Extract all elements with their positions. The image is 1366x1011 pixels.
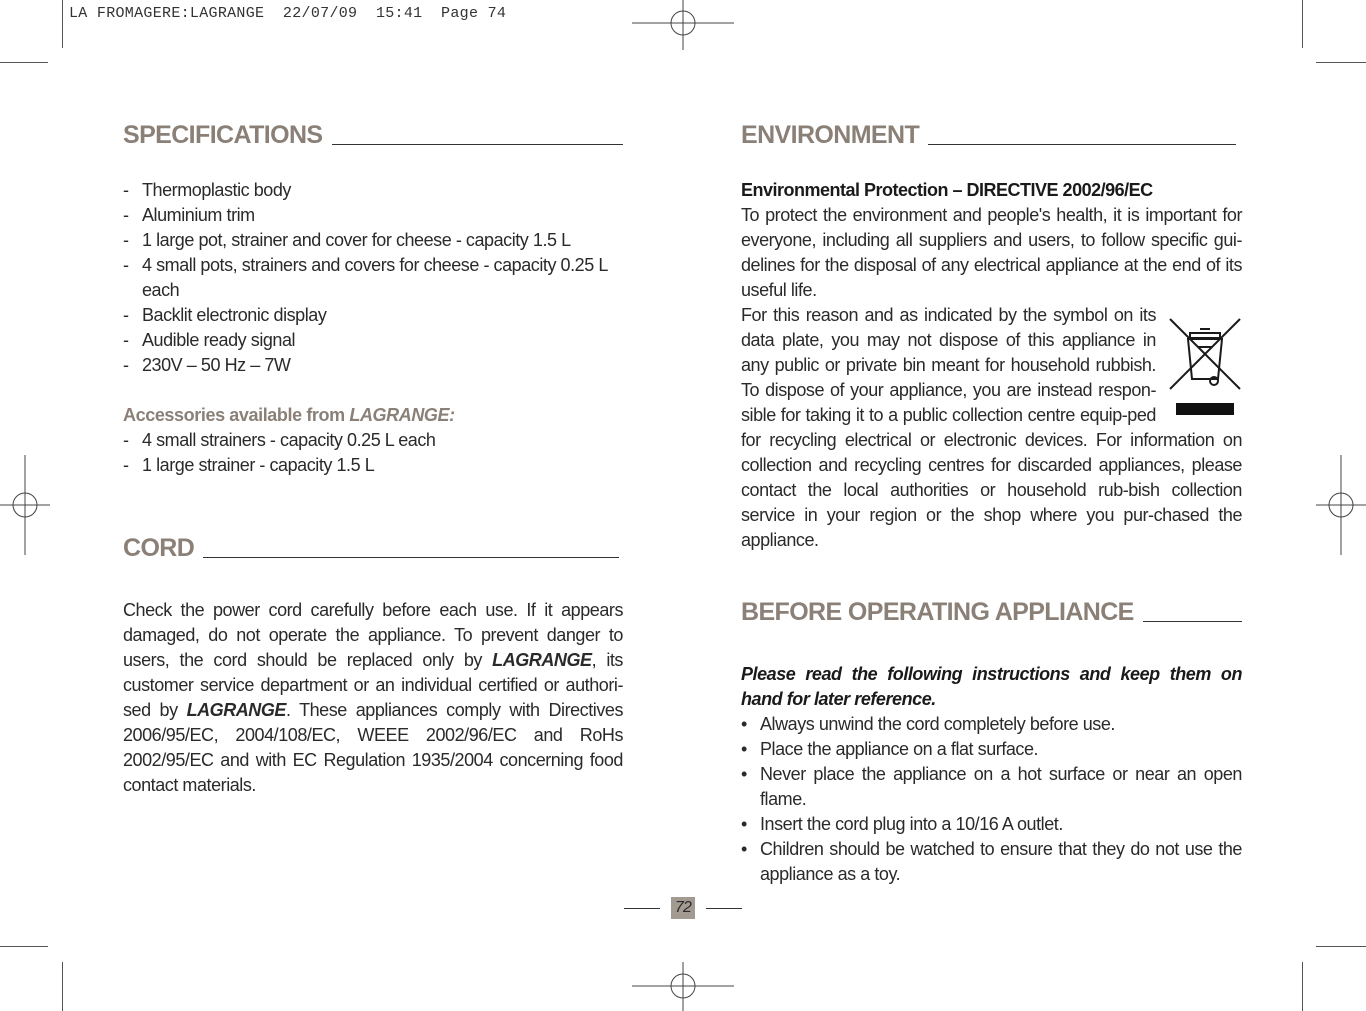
registration-mark-left (0, 455, 50, 555)
crop-mark (1316, 946, 1366, 947)
crop-mark (0, 946, 48, 947)
environment-paragraph-2: For this reason and as indicated by the symbol on its data plate, you may not dispose of this appliance in any public or private bin meant for household rubbish. To dispose of your appliance, you are instead respon-sible for taking it to a public collection centre equip-ped for recycling electrical or electronic devices. For information on collection and recycling centres for discarded appliances, please contact the local authorities or household rub-bish collection service in your region or the shop where you pur-chased the appliance. (741, 305, 1242, 550)
heading-rule (332, 144, 624, 145)
left-column (123, 118, 623, 798)
list-item: - 4 small strainers - capacity 0.25 L each (123, 428, 623, 453)
accessories-list (123, 428, 623, 478)
crop-mark (1316, 62, 1366, 63)
page-number: 72 (671, 897, 695, 919)
environment-paragraph-2-wrap (741, 303, 1242, 553)
brand-name: LAGRANGE: (349, 405, 455, 425)
before-operating-list (741, 712, 1242, 887)
crop-mark (1302, 962, 1303, 1011)
list-item: - 230V – 50 Hz – 7W (123, 353, 623, 378)
heading-rule (203, 557, 619, 558)
environment-heading: ENVIRONMENT (741, 118, 1236, 150)
crossed-out-wheelie-bin-icon (1168, 317, 1242, 419)
crop-mark (1302, 0, 1303, 48)
accessories-heading: Accessories available from LAGRANGE: (123, 405, 455, 425)
list-item: • Never place the appliance on a hot surface or near an open flame. (741, 762, 1242, 812)
registration-mark-bottom (632, 962, 734, 1011)
list-item: • Place the appliance on a flat surface. (741, 737, 1242, 762)
registration-mark-right (1316, 455, 1366, 555)
heading-rule (1143, 621, 1242, 622)
page-number-footer (624, 896, 742, 920)
environment-subtitle: Environmental Protection – DIRECTIVE 2002/96/EC (741, 180, 1153, 200)
brand-name: LAGRANGE (186, 700, 286, 720)
heading-rule (928, 144, 1236, 145)
list-item: • Always unwind the cord completely before use. (741, 712, 1242, 737)
list-item: - 1 large pot, strainer and cover for cheese - capacity 1.5 L (123, 228, 623, 253)
footer-rule (624, 908, 660, 909)
specifications-list (123, 178, 623, 378)
environment-paragraph-1: To protect the environment and people's health, it is important for everyone, including all suppliers and users, to follow specific gui-delines for the disposal of any electrical appliance at the end of its useful life. (741, 205, 1242, 300)
cord-heading: CORD (123, 531, 619, 563)
list-item: - Backlit electronic display (123, 303, 623, 328)
list-item: • Insert the cord plug into a 10/16 A outlet. (741, 812, 1242, 837)
list-item: - 4 small pots, strainers and covers for cheese - capacity 0.25 L each (123, 253, 623, 303)
list-item: • Children should be watched to ensure that they do not use the appliance as a toy. (741, 837, 1242, 887)
cord-paragraph: Check the power cord carefully before each use. If it appears damaged, do not operate the appliance. To prevent danger to users, the cord should be replaced only by LAGRANGE, its customer service department or an individual certified or authori-sed by LAGRANGE. These appliances comply with Directives 2006/95/EC, 2004/108/EC, WEEE 2002/96/EC and RoHs 2002/95/EC and with EC Regulation 1935/2004 concerning food contact materials. (123, 600, 623, 795)
list-item: - Thermoplastic body (123, 178, 623, 203)
specifications-heading: SPECIFICATIONS (123, 118, 623, 150)
right-column (741, 118, 1242, 887)
crop-mark (62, 0, 63, 48)
print-slug: LA FROMAGERE:LAGRANGE 22/07/09 15:41 Page 74 (69, 5, 507, 22)
crop-mark (0, 62, 48, 63)
before-operating-intro: Please read the following instructions and keep them on hand for later reference. (741, 664, 1242, 709)
registration-mark-top (632, 0, 734, 50)
brand-name: LAGRANGE (492, 650, 592, 670)
list-item: - Aluminium trim (123, 203, 623, 228)
footer-rule (706, 908, 742, 909)
before-operating-heading: BEFORE OPERATING APPLIANCE (741, 595, 1242, 627)
crop-mark (62, 962, 63, 1011)
list-item: - 1 large strainer - capacity 1.5 L (123, 453, 623, 478)
list-item: - Audible ready signal (123, 328, 623, 353)
